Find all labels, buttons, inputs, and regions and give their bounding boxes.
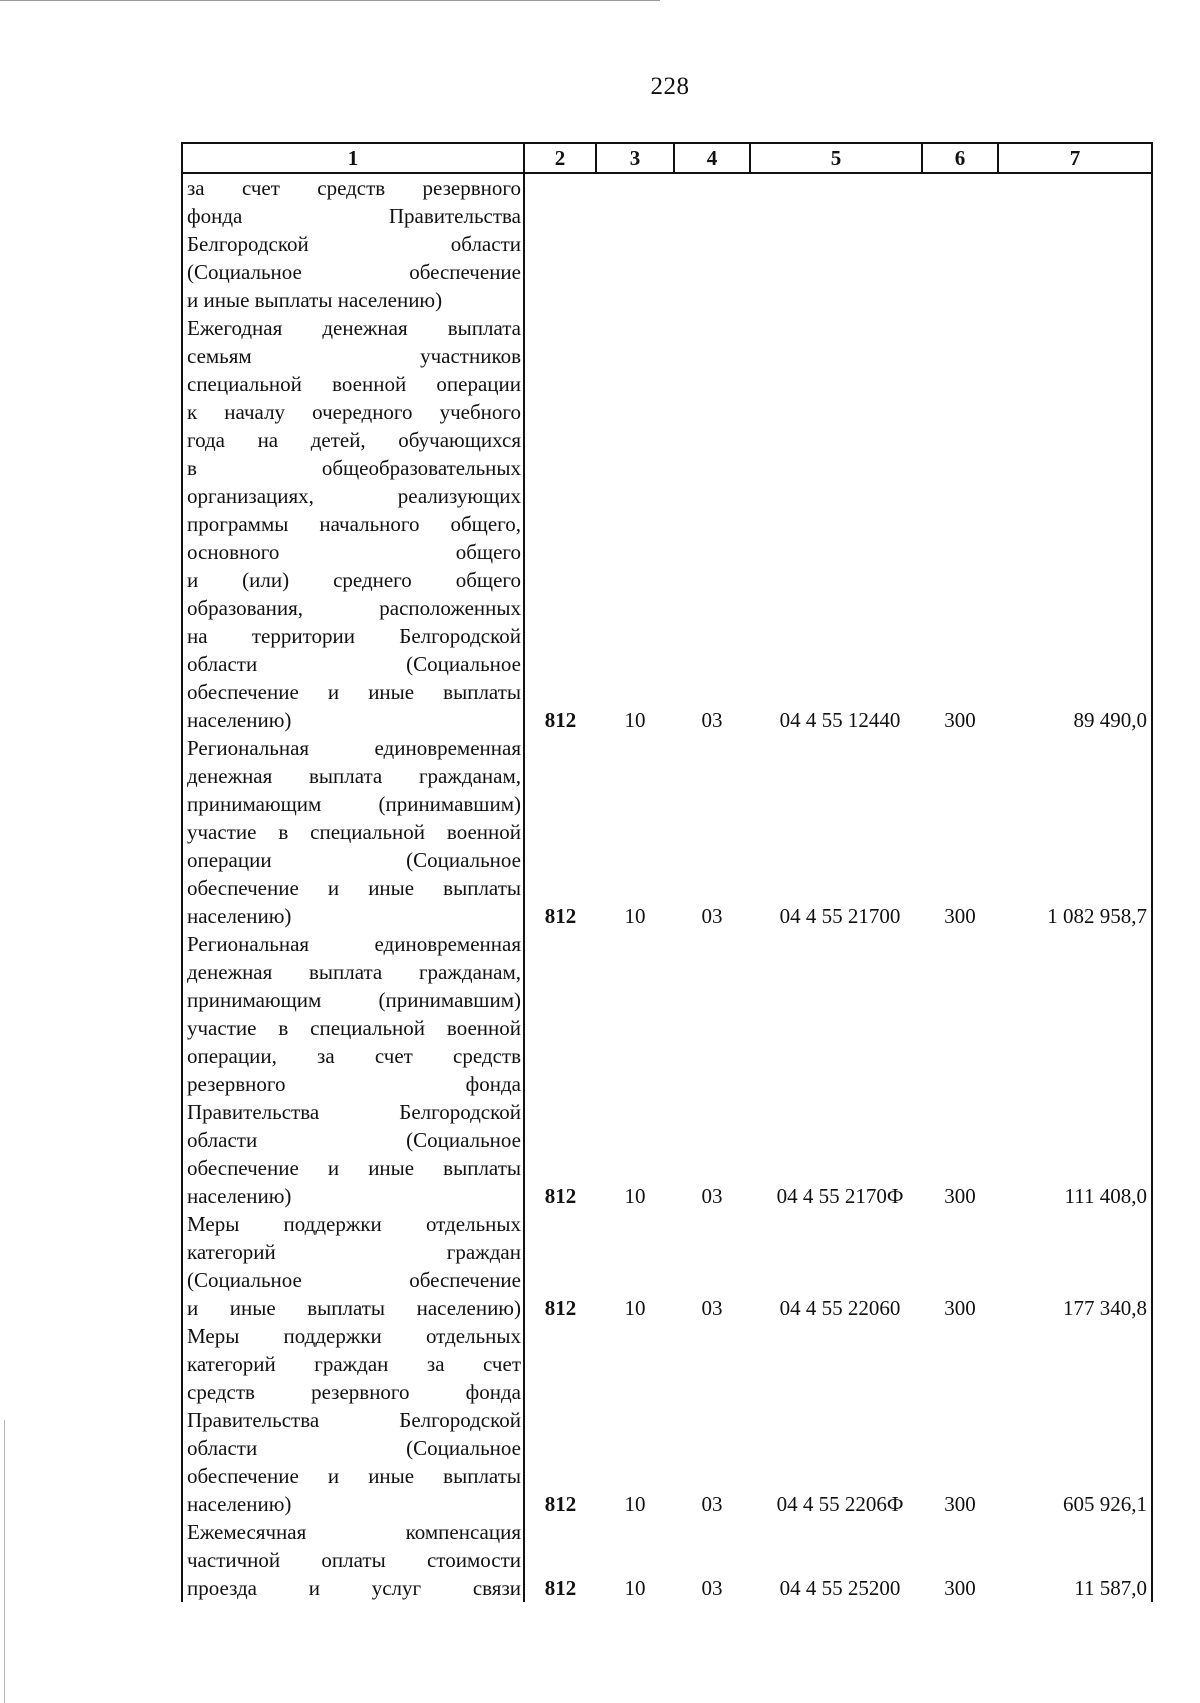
description-line: денежная выплата гражданам,	[187, 764, 521, 788]
subsection-code: 03	[701, 708, 723, 732]
page-number: 228	[650, 73, 690, 100]
description-line: Ежегодная денежная выплата	[187, 316, 521, 340]
description-line: средств резервного фонда	[187, 1380, 521, 1404]
expense-type-code: 300	[944, 904, 976, 928]
description-line: обеспечение и иные выплаты	[187, 680, 521, 704]
description-line: населению)	[187, 904, 292, 928]
description-line: обеспечение и иные выплаты	[187, 1464, 521, 1488]
ministry-code: 812	[544, 1184, 577, 1208]
description-line: фонда Правительства	[187, 204, 521, 228]
description-line: Региональная единовременная	[187, 736, 521, 760]
amount-value: 177 340,8	[998, 1210, 1152, 1322]
section-code: 10	[624, 904, 646, 928]
amount-value: 605 926,1	[998, 1322, 1152, 1518]
table-row	[182, 314, 1152, 734]
row-description	[182, 314, 524, 734]
target-article-code: 04 4 55 25200	[779, 1576, 901, 1600]
table-row	[182, 1322, 1152, 1518]
description-line: (Социальное обеспечение	[187, 260, 521, 284]
section-code: 10	[624, 1296, 646, 1320]
row-description	[182, 1322, 524, 1518]
row-description	[182, 173, 524, 314]
description-line: (Социальное обеспечение	[187, 1268, 521, 1292]
row-description	[182, 1518, 524, 1602]
header-row	[182, 143, 1152, 173]
col-header-5: 5	[750, 143, 922, 173]
description-line: и иные выплаты населению)	[187, 1296, 521, 1320]
ministry-code: 812	[544, 904, 577, 928]
description-line: области (Социальное	[187, 652, 521, 676]
description-line: области (Социальное	[187, 1128, 521, 1152]
amount-value: 11 587,0	[998, 1518, 1152, 1602]
subsection-code: 03	[701, 1184, 723, 1208]
description-line: участие в специальной военной	[187, 820, 521, 844]
expense-type-code	[922, 173, 998, 314]
scan-edge-left	[4, 1420, 5, 1703]
description-line: Ежемесячная компенсация	[187, 1520, 521, 1544]
description-line: принимающим (принимавшим)	[187, 792, 521, 816]
table-row	[182, 1518, 1152, 1602]
target-article-code: 04 4 55 2206Ф	[776, 1492, 904, 1516]
table-row	[182, 930, 1152, 1210]
ministry-code: 812	[544, 708, 577, 732]
description-line: населению)	[187, 708, 292, 732]
description-line: семьям участников	[187, 344, 521, 368]
description-line: обеспечение и иные выплаты	[187, 1156, 521, 1180]
amount-value: 111 408,0	[998, 930, 1152, 1210]
description-line: и иные выплаты населению)	[187, 288, 443, 312]
amount-value: 89 490,0	[998, 314, 1152, 734]
subsection-code	[674, 173, 750, 314]
col-header-2: 2	[524, 143, 596, 173]
description-line: за счет средств резервного	[187, 176, 521, 200]
description-line: в общеобразовательных	[187, 456, 521, 480]
table-row	[182, 734, 1152, 930]
target-article-code: 04 4 55 12440	[779, 708, 901, 732]
description-line: частичной оплаты стоимости	[187, 1548, 521, 1572]
description-line: обеспечение и иные выплаты	[187, 876, 521, 900]
expense-type-code: 300	[944, 1184, 976, 1208]
ministry-code: 812	[544, 1576, 577, 1600]
expense-type-code: 300	[944, 1296, 976, 1320]
subsection-code: 03	[701, 1576, 723, 1600]
col-header-7: 7	[998, 143, 1152, 173]
description-line: категорий граждан	[187, 1240, 521, 1264]
description-line: и (или) среднего общего	[187, 568, 521, 592]
expense-type-code: 300	[944, 708, 976, 732]
row-description	[182, 930, 524, 1210]
ministry-code: 812	[544, 1296, 577, 1320]
description-line: основного общего	[187, 540, 521, 564]
description-line: денежная выплата гражданам,	[187, 960, 521, 984]
description-line: участие в специальной военной	[187, 1016, 521, 1040]
table-row	[182, 173, 1152, 314]
table-body	[182, 173, 1152, 1602]
description-line: области (Социальное	[187, 1436, 521, 1460]
description-line: Правительства Белгородской	[187, 1100, 521, 1124]
ministry-code	[524, 173, 596, 314]
table-row	[182, 1210, 1152, 1322]
expense-type-code: 300	[944, 1492, 976, 1516]
row-description	[182, 1210, 524, 1322]
budget-table	[181, 142, 1153, 1602]
description-line: населению)	[187, 1492, 292, 1516]
target-article-code: 04 4 55 22060	[779, 1296, 901, 1320]
description-line: категорий граждан за счет	[187, 1352, 521, 1376]
description-line: специальной военной операции	[187, 372, 521, 396]
section-code	[596, 173, 674, 314]
description-line: к началу очередного учебного	[187, 400, 521, 424]
description-line: принимающим (принимавшим)	[187, 988, 521, 1012]
target-article-code	[750, 173, 922, 314]
description-line: населению)	[187, 1184, 292, 1208]
section-code: 10	[624, 1492, 646, 1516]
description-line: Правительства Белгородской	[187, 1408, 521, 1432]
ministry-code: 812	[544, 1492, 577, 1516]
description-line: Меры поддержки отдельных	[187, 1212, 521, 1236]
description-line: Меры поддержки отдельных	[187, 1324, 521, 1348]
col-header-4: 4	[674, 143, 750, 173]
target-article-code: 04 4 55 2170Ф	[776, 1184, 904, 1208]
section-code: 10	[624, 708, 646, 732]
section-code: 10	[624, 1576, 646, 1600]
description-line: Белгородской области	[187, 232, 521, 256]
section-code: 10	[624, 1184, 646, 1208]
description-line: операции, за счет средств	[187, 1044, 521, 1068]
scan-edge-top	[0, 0, 660, 1]
description-line: организациях, реализующих	[187, 484, 521, 508]
description-line: года на детей, обучающихся	[187, 428, 521, 452]
col-header-3: 3	[596, 143, 674, 173]
description-line: Региональная единовременная	[187, 932, 521, 956]
col-header-6: 6	[922, 143, 998, 173]
description-line: резервного фонда	[187, 1072, 521, 1096]
subsection-code: 03	[701, 1296, 723, 1320]
description-line: операции (Социальное	[187, 848, 521, 872]
col-header-1: 1	[182, 143, 524, 173]
description-line: образования, расположенных	[187, 596, 521, 620]
amount-value: 1 082 958,7	[998, 734, 1152, 930]
description-line: проезда и услуг связи	[187, 1576, 521, 1600]
description-line: программы начального общего,	[187, 512, 521, 536]
row-description	[182, 734, 524, 930]
target-article-code: 04 4 55 21700	[779, 904, 901, 928]
amount-value	[998, 173, 1152, 314]
expense-type-code: 300	[944, 1576, 976, 1600]
subsection-code: 03	[701, 904, 723, 928]
subsection-code: 03	[701, 1492, 723, 1516]
description-line: на территории Белгородской	[187, 624, 521, 648]
